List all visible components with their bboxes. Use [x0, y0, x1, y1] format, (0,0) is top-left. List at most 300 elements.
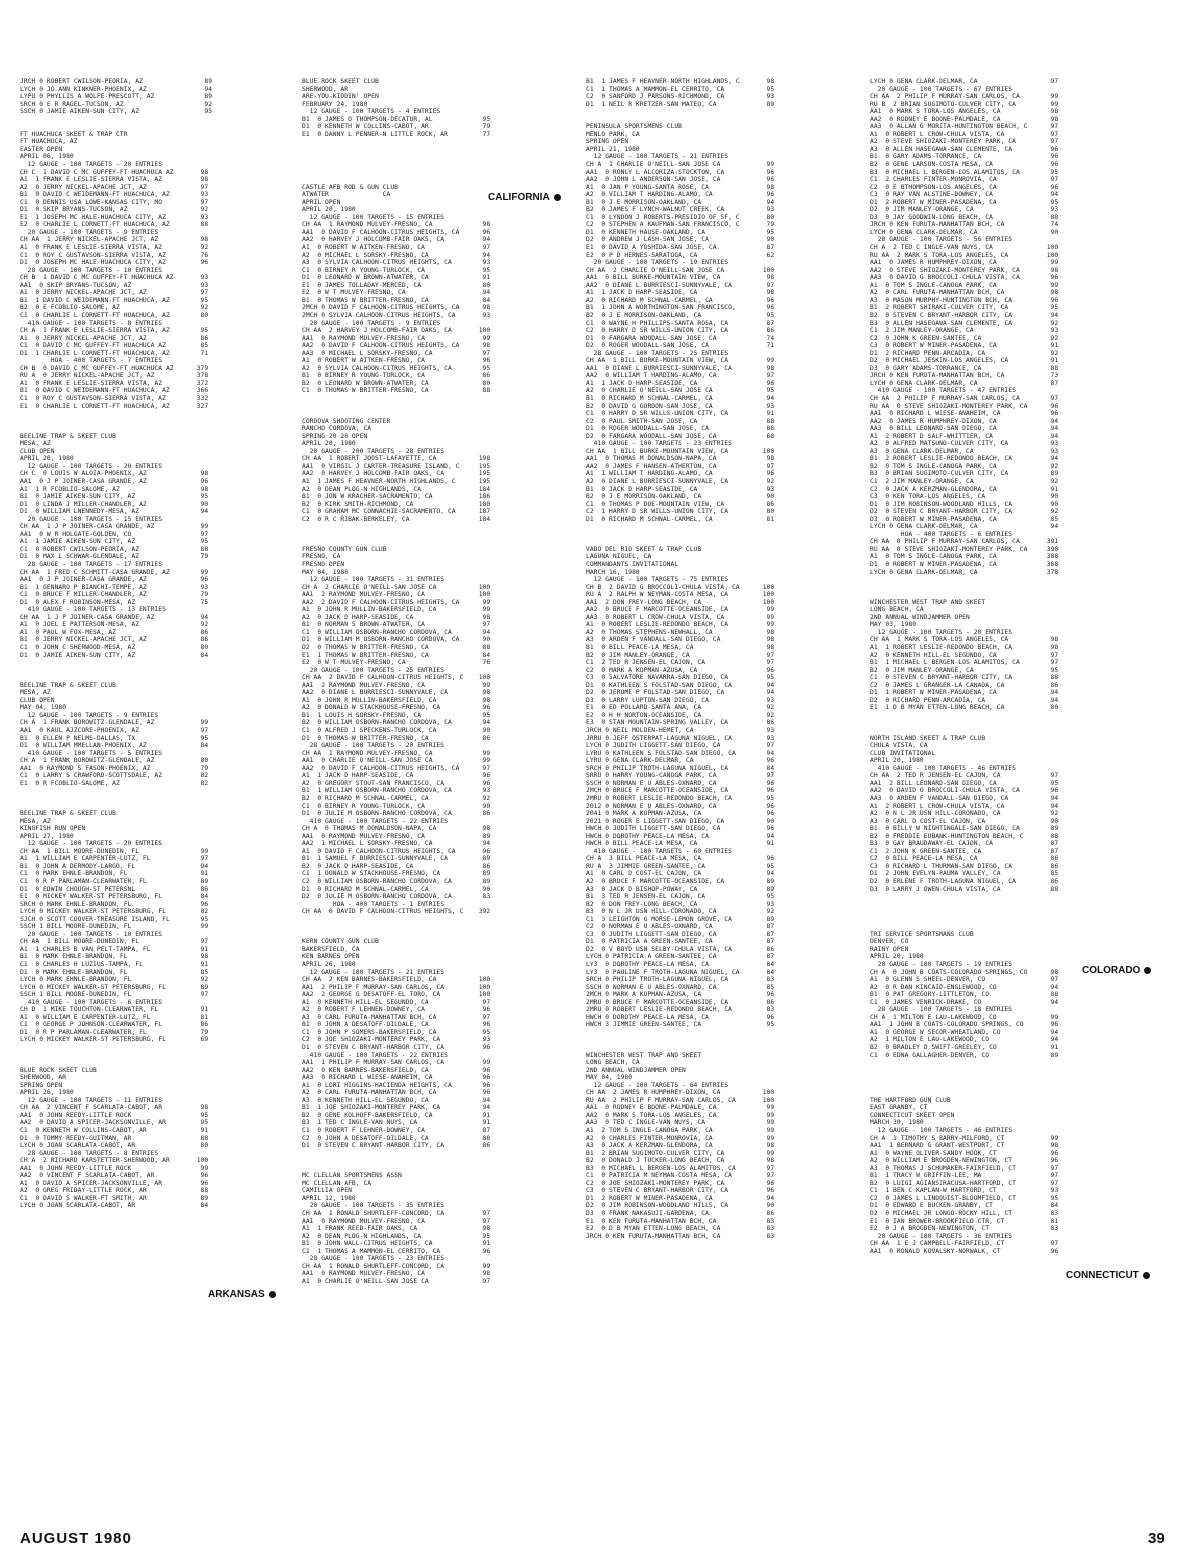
result-line: D1 0 FARGARA WOODALL-SAN JOSE, CA 74 — [586, 334, 775, 342]
result-line: E1 0 KEN FURUTA-MANHATTAN BCH, CA 83 — [586, 1217, 775, 1225]
result-line: 12 GAUGE - 100 TARGETS - 20 ENTRIES — [20, 840, 163, 848]
result-line: 2MCH 0 BRUCE F MARCOTTE-OCEANSIDE, CA 96 — [586, 787, 775, 795]
result-line: CH AA 1 BILL MOORE-DUNEDIN, FL 97 — [20, 938, 209, 946]
result-line: B1 1 JOE SHIOZAKI-MONTEREY PARK, CA 94 — [302, 1104, 491, 1112]
result-line: AA1 0 JOHN REEDY-LITTLE ROCK 99 — [20, 1164, 209, 1172]
result-line: CH A 0 JOHN B COATS-COLORADO SPRINGS, CO 98 — [870, 968, 1059, 976]
result-line: LYCH 0 JOAN SCARLATA-CABOT, AR 84 — [20, 1202, 209, 1210]
result-line: D2 0 RICHARD PENN-ARCADIA, CA 94 — [870, 696, 1059, 704]
result-line: AA2 2 DAVID F CALHOON-CITRUS HEIGHTS, CA 99 — [302, 598, 491, 606]
result-line: MENLO PARK, CA — [586, 130, 640, 138]
result-line — [870, 719, 1058, 727]
result-line: D1 0 WILLIAM M OSBORN-RANCHO CORDOVA, CA 90 — [302, 636, 491, 644]
result-line: 20 GAUGE - 100 TARGETS - 67 ENTRIES — [870, 85, 1013, 93]
result-line: A1 2 ROBERT D SALF-WHITTIER, CA 94 — [870, 432, 1059, 440]
result-line: MAY 03, 1980 — [870, 621, 917, 629]
result-line: A2 0 ALFRED MATSUNO-CULVER CITY, CA 93 — [870, 440, 1059, 448]
result-line — [870, 908, 1058, 916]
result-line: E2 0 W T MULVEY-FRESNO, CA 76 — [302, 659, 491, 667]
result-line: 20 GAUGE - 100 TARGETS - 35 ENTRIES — [302, 1202, 445, 1210]
result-line: B2 0 GENE KOLHOFF-BAKERSFIELD, CA 91 — [302, 1111, 491, 1119]
result-line: E1 1 THOMAS W BRITTER-FRESNO, CA 84 — [302, 651, 491, 659]
result-line: D2 0 JIM ROBINSON-WOODLAND HILLS, CA 90 — [586, 1202, 775, 1210]
result-line: C1 0 BIRNEY R YOUNG-TURLOCK, CA 90 — [302, 802, 491, 810]
result-line: EAST GRANBY, CT — [870, 1104, 928, 1112]
result-line: LONG BEACH, CA — [586, 1059, 640, 1067]
result-line: B2 0 FREDDIE EUBANK-HUNTINGTON BEACH, C 88 — [870, 832, 1059, 840]
result-line: D1 1 CHARLIE L CORNETT-FT HUACHUCA, AZ 71 — [20, 349, 209, 357]
result-line: C1 0 WILLIAM OSBORN-RANCHO CORDOVA, CA 94 — [302, 628, 491, 636]
result-line: E1 0 R FCOBLIO-SALOME, AZ 82 — [20, 779, 209, 787]
result-line: ARE-YOU-KIDDIN' OPEN — [302, 93, 379, 101]
result-line: D1 0 JAMIE AIKEN-SUN CITY, AZ 84 — [20, 651, 209, 659]
result-line: FEBRUARY 24, 1980 — [302, 100, 368, 108]
result-line: LYCH 0 JOAN SCARLATA-CABOT, AR 80 — [20, 1142, 209, 1150]
result-line: B1 1 DAVID C WEIDEMANN-FT HUACHUCA, AZ 95 — [20, 296, 209, 304]
result-line: 12 GAUGE - 100 TARGETS - 31 ENTRIES — [302, 576, 445, 584]
result-line: A2 0 RICHARD M SCHNAL-CARMEL, CA 96 — [586, 296, 775, 304]
result-line — [20, 803, 212, 811]
result-line: A1 0 ROBERT L CROW-CHULA VISTA, CA 97 — [870, 130, 1059, 138]
result-line — [20, 1044, 212, 1052]
result-line: B1 0 JAMES O THOMPSON-DECATUR, AL 95 — [302, 115, 491, 123]
result-line: A1 0 WAYNE OLIVER-SANDY HOOK, CT 96 — [870, 1149, 1059, 1157]
result-line — [20, 795, 212, 803]
result-line: A1 0 KENNETH HILL-EL SEGUNDO, CA 97 — [302, 998, 491, 1006]
result-line: CH AA 1 J P JOINER-CASA GRANDE, AZ 99 — [20, 523, 209, 531]
result-line: A1 0 GLENN S SHEEL-DENVER, CO 97 — [870, 976, 1059, 984]
result-line: 28 GAUGE - 100 TARGETS - 18 ENTRIES — [870, 1006, 1013, 1014]
result-line — [586, 108, 774, 116]
result-line: AA1 0 RONALD KOVALSKY-NORWALK, CT 96 — [870, 1247, 1059, 1255]
result-line: HWCH 3 JIMMIE GREEN-SANTEE, CA 95 — [586, 1021, 775, 1029]
result-line: AA1 0 RODNEY E BOONE-PALMDALE, CA 99 — [586, 1104, 775, 1112]
result-line: A2 0 THOMAS STEPHENS-NEWHALL, CA 98 — [586, 628, 775, 636]
result-line: BEELINE TRAP & SKEET CLUB — [20, 432, 117, 440]
result-line: CHULA VISTA, CA — [870, 742, 928, 750]
result-line: HOA - 400 TARGETS - 1 ENTRIES — [302, 900, 445, 908]
state-label-arkansas: ARKANSAS — [208, 1289, 265, 1300]
result-line: LYCH 0 GENA CLARK-DELMAR, CA 94 — [870, 523, 1059, 531]
result-line: 12 GAUGE - 100 TARGETS - 20 ENTRIES — [870, 628, 1013, 636]
result-line: AA2 0 BRUCE F MARCOTTE-OCEANSIDE, CA 99 — [586, 606, 775, 614]
result-line: C1 0 BRUCE F MILLER-CHANDLER, AZ 79 — [20, 591, 209, 599]
result-line: SSCH 0 NORMAN E U ABLES-OXNARD, CA 96 — [586, 779, 775, 787]
result-line: C2 0 HARRY D SR WILLS-UNION CITY, CA 86 — [586, 327, 775, 335]
result-line: 410 GAUGE - 100 TARGETS - 22 ENTRIES — [302, 1051, 448, 1059]
result-line: B1 2 ROBERT LESLIE-REDONDO BEACH, CA 94 — [870, 455, 1059, 463]
result-line: JRCH 0 ROBERT CWILSON-PEORIA, AZ 89 — [20, 78, 213, 85]
result-line: AA1 0 RAYMOND MULVEY-FRESNO, CA 98 — [302, 1270, 491, 1278]
result-line: B1 3 TED R JENSEN-EL CAJON, CA 95 — [586, 893, 775, 901]
result-line: A2 1 MILTON E LAU-LAKEWOOD, CO 94 — [870, 1036, 1059, 1044]
result-line: D1 0 STEVEN C BRYANT-HARBOR CITY, CA 96 — [302, 1044, 491, 1051]
result-line: JRRU 0 JEFF OSTERPAT-LAGUNA NIGUEL, CA 93 — [586, 734, 775, 742]
result-line — [20, 787, 212, 795]
result-line: AA1 0 BILL BURKE-MOUNTAIN VIEW, CA 98 — [586, 274, 775, 282]
result-line: C3 0 JUDITH LIGGETT-SAN DIEGO, CA 87 — [586, 930, 775, 938]
result-line: RAINY OPEN — [870, 945, 909, 953]
result-line: CH D 1 MIKE TOUCHTON-CLEARWATER, FL 91 — [20, 1006, 209, 1014]
result-line: BAKERSFIELD, CA — [302, 945, 360, 953]
result-line: AA3 0 ROBERT L CROW-CHULA VISTA, CA 99 — [586, 613, 775, 621]
result-line: A2 0 N L JR USN HILL-CORONADO, CA 92 — [870, 810, 1059, 818]
result-line: B1 0 JERRY NICKEL-APACHE JCT, AZ 86 — [20, 636, 209, 644]
result-line: B3 0 ALLEN HASEGAWA-SAN CLEMENTE, CA 92 — [870, 319, 1059, 327]
result-line: C3 0 ROBERT W MINER-PASADENA, CA 91 — [870, 342, 1059, 350]
result-line: CH A 1 MILTON E LAU-LAKEWOOD, CO 99 — [870, 1013, 1059, 1021]
result-line: SRCH 0 E R RAGEL-TUCSON, AZ 92 — [20, 100, 213, 108]
result-line: E1 0 CHARLIE L CORNETT-FT HUACHUCA, AZ 327 — [20, 402, 209, 410]
result-line: 410 GAUGE - 100 TARGETS - 6 ENTRIES — [20, 998, 163, 1006]
result-line: B1 1 SAMUEL F BURRIESCI-SUNNYVALE, CA 89 — [302, 855, 491, 863]
result-line: B1 0 DAVID C WEIDEMANN-FT HUACHUCA, AZ 93 — [20, 191, 209, 199]
result-line — [586, 1044, 774, 1052]
result-line: APRIL 20, 1980 — [302, 440, 356, 448]
result-line: D1 0 MAX L SCHWAR-GLENDALE, AZ 79 — [20, 553, 209, 561]
result-line — [20, 410, 212, 418]
result-line: CH AA 1 BILL BURKE-MOUNTAIN VIEW, CA 99 — [586, 357, 775, 365]
result-line: RU AA 2 MARK S TORA-LOS ANGELES, CA 100 — [870, 251, 1059, 259]
result-line: 12 GAUGE - 100 TARGETS - 75 ENTRIES — [586, 576, 729, 584]
result-line — [870, 1067, 1058, 1075]
result-line — [586, 531, 774, 539]
result-line — [870, 1082, 1058, 1090]
result-line: TRI SERVICE SPORTSMANS CLUB — [870, 930, 974, 938]
result-line: B2 0 LEONARD W BROWN-ATWATER, CA 80 — [302, 379, 491, 387]
result-line: CH AA 2 JAMES R HUMPHREY-DIXON, CA 100 — [586, 1089, 775, 1097]
result-line: MARCH 16, 1980 — [586, 568, 640, 576]
result-line: KEN BARNES OPEN — [302, 953, 360, 961]
result-line: A1 1 R FCOBLIO-SALOME, AZ 98 — [20, 485, 209, 493]
result-line: LY3 0 DOROTHY PEACE-LA MESA, CA 84 — [586, 960, 775, 968]
result-line: B1 0 BIRNEY R YOUNG-TURLOCK, CA 86 — [302, 372, 491, 380]
result-line: B1 0 PAT GREGORY-LITTLETON, CO 88 — [870, 991, 1059, 999]
result-line: 410 GAUGE - 100 TARGETS - 22 ENTRIES — [302, 817, 448, 825]
result-line: A1 0 CARL D COST-EL CAJON, CA 94 — [586, 870, 775, 878]
result-line: SHERWOOD, AR — [302, 85, 349, 93]
result-line: B2 0 DAVID G GORDON-SAN JOSE, CA 93 — [586, 402, 775, 410]
bullet-icon — [269, 1291, 276, 1298]
result-line: AA2 0 DAVID F CALHOON-CITRUS HEIGHTS, CA 98 — [302, 342, 491, 350]
result-line: LY3 0 PAULINE F TROTH-LAGUNA NIGUEL, CA 84 — [586, 968, 775, 976]
result-line: A3 0 SYLVIA CALHOON-CITRUS HEIGHTS, CA 93 — [302, 259, 491, 267]
result-line: A1 0 JERRY NICKEL-APACHE JCT, AZ 97 — [20, 289, 209, 297]
result-line: C1 1 THOMAS A MAMMON-EL CERRITO, CA 96 — [302, 1247, 491, 1255]
result-line: AA3 0 DAVID G BROCCOLI-CHULA VISTA, CA 96 — [870, 274, 1059, 282]
result-line: C1 0 LYNDON J ROBERTS-PRESIDIO OF SF, C 80 — [586, 213, 775, 221]
result-line: A1 1 WILLIAM T HARDING-ALAMO, CA 96 — [586, 470, 775, 478]
result-line: E1 1 D B MYAN ETTEN-LONG BEACH, CA 80 — [870, 704, 1059, 712]
result-line: B2 0 JACK D HARP-SEASIDE, CA 86 — [302, 862, 491, 870]
result-line: CH A 2 CHARLIE O'NEILL-SAN JOSE CA 100 — [302, 583, 491, 591]
result-line: D1 0 JULIE M OSBORN-RANCHO CORDOVA, CA 86 — [302, 810, 491, 818]
result-line: CH AA 2 CHARLIE O'NEILL-SAN JOSE CA 100 — [586, 266, 775, 274]
result-line — [20, 659, 212, 667]
result-line: 12 GAUGE - 100 TARGETS - 20 ENTRIES — [20, 161, 163, 169]
result-line: C2 0 JOHN A DESATOFF-OILDALE, CA 88 — [302, 1134, 491, 1142]
result-line: A2 0 CHARLES FINTER-MONROVIA, CA 99 — [586, 1134, 775, 1142]
result-line: A1 0 FRANK E LESLIE-SIERRA VISTA, AZ 92 — [20, 244, 209, 252]
result-line — [870, 916, 1058, 924]
result-line: CH A 2 TED C INGLE-VAN NUYS, CA 100 — [870, 244, 1059, 252]
result-line: EASTER OPEN — [20, 145, 63, 153]
result-line: LYCH 0 GENA CLARK-DELMAR, CA 97 — [870, 78, 1059, 85]
result-line — [20, 116, 212, 124]
result-line: SRCH 0 MARK EHNLE-BRANDON, FL 96 — [20, 900, 209, 908]
result-line: A1 0 JERRY NICKEL-APACHE JCT, AZ 86 — [20, 334, 209, 342]
result-line: 12 GAUGE - 100 TARGETS - 21 ENTRIES — [302, 968, 445, 976]
result-line: CH C 1 DAVID C MC GUFFEY-FT HUACHUCA AZ 98 — [20, 168, 209, 176]
result-line: AA2 0 WILLIAM T HARDING-ALAMO, CA 97 — [586, 372, 775, 380]
result-line: D2 0 JEROME P FOLSTAD-SAN DIEGO, CA 94 — [586, 689, 775, 697]
result-line: D3 0 GARY ADAMS-TORRANCE, CA 88 — [870, 364, 1059, 372]
result-line: B1 0 JOHN WALL-CITRUS HEIGHTS, CA 91 — [302, 1240, 491, 1248]
result-line — [586, 523, 774, 531]
result-line: RU AA 0 STEVE SHIOZAKI-MONTEREY PARK, CA 96 — [870, 402, 1059, 410]
result-line: D1 0 RICHARD M SCHNAL-CARMEL, CA 90 — [302, 885, 491, 893]
result-line: A3 0 ALLEN HASEGAWA-SAN CLEMENTE, CA 96 — [870, 145, 1059, 153]
result-line: D1 2 JOHN EVELYN-PAUMA VALLEY, CA 85 — [870, 870, 1059, 878]
result-line: AA2 2 GEORGE G DESATOFF-EL TORO, CA 100 — [302, 991, 491, 999]
result-line: C2 0 MARK A KOPMAN-AZUSA, CA 96 — [586, 666, 775, 674]
result-line: 12 GAUGE - 100 TARGETS - 9 ENTRIES — [20, 711, 159, 719]
results-column-3 — [586, 78, 774, 1240]
result-line: C1 0 ROBERT CWILSON-PEORIA, AZ 88 — [20, 545, 209, 553]
result-line: C1 1 BEN C KAPLAN-W HARTFORD, CT 93 — [870, 1187, 1059, 1195]
result-line — [302, 1157, 490, 1165]
result-line: AA1 0 W R HOLGATE-GOLDEN, CO 97 — [20, 530, 209, 538]
result-line: B1 0 JAMIE AIKEN-SUN CITY, AZ 95 — [20, 493, 209, 501]
result-line: C1 2 JIM MANLEY-ORANGE, CA 93 — [870, 327, 1059, 335]
result-line: LYCH 0 MICKEY WALKER-ST PETERSBURG, FL 69 — [20, 1036, 209, 1044]
result-line: SSCH 1 BILL MOORE-DUNEDIN, FL 97 — [20, 991, 209, 999]
result-line: A1 0 TOM S INGLE-CANOGA PARK, CA 99 — [870, 281, 1059, 289]
result-line: AA1 0 RAYMOND MULVEY-FRESNO, CA 97 — [302, 1217, 491, 1225]
result-line: CH AA 1 MARK S TORA-LOS ANGELES, CA 98 — [870, 636, 1059, 644]
result-line: A1 0 JAN P YOUNG-SANTA ROSE, CA 98 — [586, 183, 775, 191]
result-line: D1 0 MARK EHNLE-BRANDON, FL 85 — [20, 968, 209, 976]
result-line: CH A 3 BILL PEACE-LA MESA, CA 96 — [586, 855, 775, 863]
result-line: C2 1 HARRY D SR WILLS-UNION CITY, CA 80 — [586, 508, 775, 516]
result-line: C2 0 NORMAN E U ABLES-OXNARD, CA 87 — [586, 923, 775, 931]
result-line: C1 0 JAMES VENRICK-DRAKE, CO 94 — [870, 998, 1059, 1006]
result-line: LYCH 0 PATRICIA A GREEN-SANTEE, CA 87 — [586, 953, 775, 961]
result-line: C1 1 THOMAS A MAMMON-EL CERRITO, CA 95 — [586, 85, 775, 93]
result-line: RU A 0 JERRY NICKEL-APACHE JCT, AZ 378 — [20, 372, 209, 380]
result-line — [870, 591, 1058, 599]
result-line — [302, 138, 490, 146]
result-line: E3 0 STAN MOUNTAIN-SPRING VALLEY, CA 86 — [586, 719, 775, 727]
result-line: A3 0 GENA CLARK-DELMAR, CA 93 — [870, 447, 1059, 455]
result-line: CH AA 2 PHILIP F MURRAY-SAN CARLOS, CA 97 — [870, 394, 1059, 402]
state-heading-connecticut — [1066, 1270, 1150, 1281]
result-line: A2 0 MICHAEL L SORSKY-FRESNO, CA 94 — [302, 251, 491, 259]
result-line: E2 0 W T MULVEY-FRESNO, CA 94 — [302, 289, 491, 297]
result-line — [302, 161, 490, 169]
result-line: D2 0 JULIE M OSBORN-RANCHO CORDOVA, CA 83 — [302, 893, 491, 901]
result-line: B2 0 KIRK SMITH-RICHMOND, CA 180 — [302, 500, 491, 508]
result-line: 2ND ANNUAL WINDJAMMER OPEN — [870, 613, 970, 621]
result-line: AA1 0 THOMAS M DONALDSON-NAPA, CA 98 — [586, 455, 775, 463]
result-line: APRIL 12, 1980 — [302, 1194, 356, 1202]
result-line: NORTH ISLAND SKEET & TRAP CLUB — [870, 734, 986, 742]
result-line: LAGUNA NIGUEL, CA — [586, 553, 652, 561]
result-line: LYCH 0 MICKEY WALKER-ST PETERSBURG, FL 82 — [20, 908, 209, 916]
result-line: A2 0 VILLIAM T HARDING-ALAMO, CA 96 — [586, 191, 775, 199]
result-line: C1 0 ALFRED J SPECKENS-TURLOCK, CA 90 — [302, 727, 491, 735]
result-line: A2 0 R DAN KINCAID-ENGLEWOOD, CO 94 — [870, 983, 1059, 991]
result-line: ATWATER CA — [302, 191, 391, 199]
result-line: 20 GAUGE - 100 TARGETS - 15 ENTRIES — [20, 515, 163, 523]
result-line: A1 1 JACK D HARP-SEASIDE, CA 96 — [302, 772, 491, 780]
result-line: APRIL 26, 1980 — [302, 960, 356, 968]
result-line: A3 0 CARL FURUTA-MANHATTAN BCH, CA 97 — [302, 1013, 491, 1021]
result-line: E2 0 H H NORTON-OCEANSIDE, CA 92 — [586, 711, 775, 719]
result-line: A1 0 FRANK E LESLIE-SIERRA VISTA, AZ 372 — [20, 379, 209, 387]
result-line: WINCHESTER WEST TRAP AND SKEET — [870, 598, 986, 606]
result-line: C1 0 WAYNE H PHILLIPS-SANTA ROSA, CA 87 — [586, 319, 775, 327]
result-line: AA1 0 MARK S TORA-LOS ANGELES, CA 98 — [870, 108, 1059, 116]
result-line: 410 GAUGE - 100 TARGETS - 23 ENTRIES — [586, 440, 732, 448]
result-line: 20 GAUGE - 200 TARGETS - 28 ENTRIES — [302, 447, 445, 455]
result-line: D2 0 FARGARA WOODALL-SAN JOSE, CA 68 — [586, 432, 775, 440]
result-line: D2 0 MICHAEL JR LONGO-ROCKY HILL, CT 83 — [870, 1210, 1059, 1218]
result-line: B1 0 RICHARD M SCHNAL-CARMEL, CA 94 — [586, 394, 775, 402]
result-line: C1 2 JOHN K GREEN-SANTEE, CA 87 — [870, 847, 1059, 855]
result-line: D1 0 PATRICIA A GREEN-SANTEE, CA 87 — [586, 938, 775, 946]
result-line: CH AA 1 JERRY NICKEL-APACHE JCT, AZ 98 — [20, 236, 209, 244]
result-line: C1 2 CHARLES FINTER-MONROVIA, CA 97 — [870, 176, 1059, 184]
result-line: HWCH 0 DOROTHY PEACE-LA MESA, CA 94 — [586, 832, 775, 840]
result-line: C2 0 WILLIAM OSBORN-RANCHO CORDOVA, CA 89 — [302, 877, 491, 885]
result-line — [870, 901, 1058, 909]
result-line: D3 0 JAY GOODWIN-LONG BEACH, CA 88 — [870, 213, 1059, 221]
result-line: A1 0 ROBERT W AITKEN-FRESNO, CA 96 — [302, 357, 491, 365]
result-line: D1 0 ALEX F ROBINSON-MESA, AZ 75 — [20, 598, 209, 606]
result-line: LYCH 0 JO ANN KINKNER-PHOENIX, AZ 94 — [20, 85, 213, 93]
result-line: A1 0 DAVID A SPICER-JACKSONVILLE, AR 96 — [20, 1179, 209, 1187]
result-line: AA2 0 DAVID A SPICER-JACKSONVILLE, AR 95 — [20, 1119, 209, 1127]
result-line: C1 0 CHARLES H LUZIUS-TAMPA, FL 91 — [20, 960, 209, 968]
result-line — [870, 893, 1058, 901]
result-line: D1 0 KENNETH HAUSE-OAKLAND, CA 95 — [586, 228, 775, 236]
result-line: AA3 0 RICHARD L WIESE-ANAHEIM, CA 96 — [302, 1074, 491, 1082]
result-line: APRIL 20, 1980 — [870, 953, 924, 961]
result-line: SPRING OPEN — [20, 1081, 63, 1089]
result-line: C1 0 THOMAS W BRITTER-FRESNO, CA 88 — [302, 387, 491, 395]
result-line: CH A 1 CHARLIE O'NEILL-SAN JOSE CA 99 — [586, 161, 775, 169]
result-line: C1 0 KENNETH W COLLINS-CABOT, AR 91 — [20, 1127, 209, 1135]
result-line: AA1 0 RONLY L ALCORIZA-STOCKTON, CA 96 — [586, 168, 775, 176]
result-line — [20, 123, 212, 131]
result-line: B2 0 GENE LARSON-COSTA MESA, CA 96 — [870, 161, 1059, 169]
result-line: C3 0 RAY VAN ALSTINE-DOWNEY, CA 94 — [870, 191, 1059, 199]
result-line: SRCH 0 PHILIP TROTH-LAGUNA NIGUEL, CA 84 — [586, 764, 775, 772]
result-line: FRESNO, CA — [302, 553, 341, 561]
result-line: C2 0 BILL PEACE-LA MESA, CA 86 — [870, 855, 1059, 863]
result-line: E2 0 D B MYAN ETTEN-LONG BEACH, CA 83 — [586, 1225, 775, 1233]
result-line: A1 1 JAMIE AIKEN-SUN CITY, AZ 95 — [20, 538, 209, 546]
result-line: D1 0 ROGER WOODALL-SAN JOSE, CA 86 — [586, 425, 775, 433]
result-line: LYCH 0 GENA CLARK-DELMAR, CA 90 — [870, 228, 1059, 236]
result-line — [302, 1150, 490, 1158]
result-line: AA1 0 DIANE L BURRIESCI-SUNNYVALE, CA 98 — [586, 364, 775, 372]
result-line: C1 2 JIM MANLEY-ORANGE, CA 92 — [870, 477, 1059, 485]
result-line: AA2 0 RODNEY E BOONE-PALMDALE, CA 98 — [870, 115, 1059, 123]
result-line: C1 0 PATRICIA M NEYMAN-COSTA MESA, CA 97 — [586, 1172, 775, 1180]
bullet-icon — [554, 194, 561, 201]
result-line: AA1 2 BILL LEONARD-SAN DIEGO, CA 95 — [870, 779, 1059, 787]
result-line: A2 0 GREG FRIDAY-LITTLE ROCK, AR 88 — [20, 1187, 209, 1195]
result-line: VADO DEL RIO SKEET & TRAP CLUB — [586, 545, 702, 553]
result-line: A2 0 DEAN PLOG-N HIGHLANDS, CA 95 — [302, 1232, 491, 1240]
result-line — [870, 1089, 1058, 1097]
result-line: BEELINE TRAP & SKEET CLUB — [20, 810, 117, 818]
result-line: C2 0 JOE SHIOZAKI-MONTEREY PARK, CA 93 — [302, 1036, 491, 1044]
result-line: B2 0 RICHARD M SCHNAL-CARMEL, CA 92 — [302, 794, 491, 802]
result-line: LYCH 0 GENA CLARK-DELMAR, CA 87 — [870, 379, 1059, 387]
result-line: CH B 1 DAVID C MC GUFFEY-FT HUACHUCA AZ 93 — [20, 274, 209, 282]
result-line: D1 0 R P PARLAMAN-CLEARWATER, FL 79 — [20, 1028, 209, 1036]
result-line: AA2 1 MICHAEL L SORSKY-FRESNO, CA 94 — [302, 840, 491, 848]
result-line: 28 GAUGE - 100 TARGETS - 56 ENTRIES — [870, 236, 1013, 244]
result-line: CH AA 1 BILL MOORE-DUNEDIN, FL 99 — [20, 847, 209, 855]
result-line: RU AA 2 PHILIP F MURRAY-SAN CARLOS, CA 100 — [586, 1096, 775, 1104]
result-line: A2 0 JERRY NICKEL-APACHE JCT, AZ 97 — [20, 183, 209, 191]
state-label-connecticut: CONNECTICUT — [1066, 1270, 1139, 1281]
bullet-icon — [1144, 967, 1151, 974]
result-line: 2021 0 ROGER E LIGGETT-SAN DIEGO, CA 90 — [586, 817, 775, 825]
result-line: 20 GAUGE - 100 TARGETS - 10 ENTRIES — [20, 930, 163, 938]
result-line: KINGFISH RUN OPEN — [20, 825, 86, 833]
result-line: HOA - 400 TARGETS - 6 ENTRIES — [870, 530, 1013, 538]
result-line: APRIL 27, 1980 — [20, 832, 74, 840]
result-line: 20 GAUGE - 100 TARGETS - 25 ENTRIES — [302, 666, 445, 674]
result-line: APRIL 21, 1980 — [586, 145, 640, 153]
result-line: A1 0 WILLIAM E CARPENTER-LUTZ, FL 81 — [20, 1013, 209, 1021]
result-line: SPRING 20 20 OPEN — [302, 432, 368, 440]
result-line: E2 0 CHARLIE L CORNETT-FT HUACHUCA, AZ 88 — [20, 221, 209, 229]
result-line — [586, 1036, 774, 1044]
result-line: C1 0 ROBERT F LEHNER-DOWNEY, CA 87 — [302, 1127, 491, 1135]
result-line: CLUB OPEN — [20, 447, 55, 455]
result-line: AA1 0 JOHN REEDY-LITTLE ROCK 95 — [20, 1111, 209, 1119]
result-line: A2 0 BRUCE F MARCOTTE-OCEANSIDE, CA 89 — [586, 877, 775, 885]
result-line — [20, 667, 212, 675]
result-line: D1 0 JOSEPH MC HALE-HUACHUCA CITY, AZ 96 — [20, 259, 209, 267]
result-line: A1 0 ROBERT LESLIE-REDONDO BEACH, CA 99 — [586, 621, 775, 629]
result-line: A2 0 STEVE SHIOZAKI-MONTEREY PARK, CA 97 — [870, 138, 1059, 146]
result-line — [586, 116, 774, 124]
result-line: B1 2 BRIAN SUGIMOTO-CULVER CITY, CA 99 — [586, 1149, 775, 1157]
result-line: C2 0 STEPHEN A KAUFMAN-SAN FRANCISCO, C 79 — [586, 221, 775, 229]
result-line: D1 0 WILLIAM LNENNEDY-MESA, AZ 94 — [20, 508, 209, 516]
issue-date: AUGUST 1980 — [20, 1530, 132, 1547]
result-line: 2041 0 MARK A KOPMAN-AZUSA, CA 96 — [586, 810, 775, 818]
result-line: A1 0 JOEL E PATTERSON-MESA, AZ 92 — [20, 621, 209, 629]
result-line: LYCH 0 GENA CLARK-DELMAR, CA 378 — [870, 568, 1059, 576]
result-line: CAMILLIA OPEN — [302, 1187, 352, 1195]
result-line: E1 1 JOSEPH MC HALE-HUACHUCA CITY, AZ 93 — [20, 213, 209, 221]
result-line: DENVER, CO — [870, 938, 909, 946]
result-line: B2 0 TOM S INGLE-CANOGA PARK, CA 92 — [870, 462, 1059, 470]
result-line — [302, 176, 490, 184]
result-line: CH AA 1 RAYMOND MULVEY-FRESNO, CA 99 — [302, 749, 491, 757]
result-line: CH B 0 DAVID C MC GUFFEY-FT HUACHUCA AZ 379 — [20, 364, 209, 372]
result-line: 2MCH 0 DAVID F CALHOON-CITRUS HEIGHTS, CA 98 — [302, 304, 491, 312]
result-line: 28 GAUGE - 100 TARGETS - 17 ENTRIES — [20, 561, 163, 568]
